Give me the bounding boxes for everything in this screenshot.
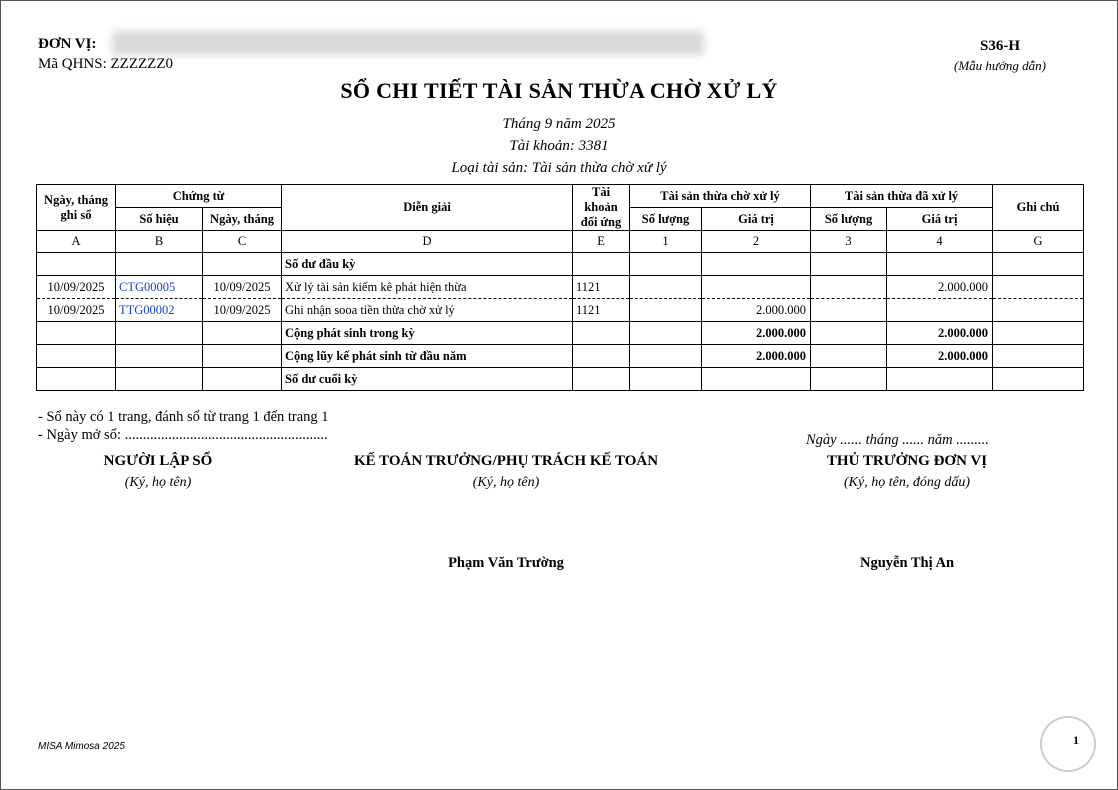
unit-label: ĐƠN VỊ:: [38, 36, 97, 52]
col-letter: B: [116, 231, 203, 253]
col-letter: G: [993, 231, 1084, 253]
voucher-link[interactable]: CTG00005: [116, 276, 203, 299]
header-pending-value: Giá trị: [702, 208, 811, 231]
header-voucher-date: Ngày, tháng: [203, 208, 282, 231]
row-voucher-date: 10/09/2025: [203, 299, 282, 322]
col-letter: A: [37, 231, 116, 253]
row-processed-value: 2.000.000: [887, 276, 993, 299]
total-period-processed: 2.000.000: [887, 322, 993, 345]
total-ytd-row: [37, 345, 1084, 368]
qhns-code: Mã QHNS: ZZZZZZ0: [38, 56, 173, 72]
header-pending: Tài sản thừa chờ xử lý: [630, 185, 811, 208]
period-line: Tháng 9 năm 2025: [502, 116, 616, 132]
header-processed-value: Giá trị: [887, 208, 993, 231]
col-letter: 3: [811, 231, 887, 253]
header-description: Diễn giải: [282, 185, 573, 231]
row-description: Xử lý tài sản kiểm kê phát hiện thừa: [282, 276, 573, 299]
form-note: (Mẫu hướng dẫn): [953, 58, 1046, 73]
row-voucher-date: 10/09/2025: [203, 276, 282, 299]
page-number: 1: [1073, 733, 1079, 747]
col-letter: 1: [630, 231, 702, 253]
row-date: 10/09/2025: [37, 276, 116, 299]
table-row: [37, 276, 1084, 299]
opening-balance-label: Số dư đầu kỳ: [282, 253, 573, 276]
row-date: 10/09/2025: [37, 299, 116, 322]
row-account: 1121: [573, 276, 630, 299]
closing-balance-row: [37, 368, 1084, 391]
form-code: S36-H: [979, 38, 1020, 54]
total-period-row: [37, 322, 1084, 345]
preparer-title: NGƯỜI LẬP SỔ: [103, 453, 213, 469]
accountant-sub: (Ký, họ tên): [472, 475, 540, 490]
row-account: 1121: [573, 299, 630, 322]
sign-date-line: Ngày ...... tháng ...... năm .........: [806, 432, 989, 448]
opening-balance-row: [37, 253, 1084, 276]
header-pending-qty: Số lượng: [630, 208, 702, 231]
redacted-unit-name: [112, 31, 704, 55]
col-letter: C: [203, 231, 282, 253]
head-sub: (Ký, họ tên, đóng dấu): [844, 475, 970, 490]
preparer-sub: (Ký, họ tên): [124, 475, 192, 490]
col-letter: E: [573, 231, 630, 253]
accountant-name: Phạm Văn Trường: [448, 555, 564, 571]
column-letters-row: [37, 231, 1084, 253]
row-pending-value: [702, 276, 811, 299]
row-pending-value: 2.000.000: [702, 299, 811, 322]
header-processed-qty: Số lượng: [811, 208, 887, 231]
asset-type-line: Loại tài sản: Tài sản thừa chờ xử lý: [451, 160, 667, 176]
account-line: Tài khoản: 3381: [509, 138, 609, 154]
row-processed-value: [887, 299, 993, 322]
header-voucher-no: Số hiệu: [116, 208, 203, 231]
header-note: Ghi chú: [993, 185, 1084, 231]
row-description: Ghi nhận sooa tiền thừa chờ xử lý: [282, 299, 573, 322]
page-count-note: - Sổ này có 1 trang, đánh số từ trang 1 đến trang 1: [38, 409, 329, 425]
col-letter: 2: [702, 231, 811, 253]
total-ytd-processed: 2.000.000: [887, 345, 993, 368]
total-ytd-pending: 2.000.000: [702, 345, 811, 368]
header-account: Tài khoản đối ứng: [573, 185, 630, 231]
closing-balance-label: Số dư cuối kỳ: [282, 368, 573, 391]
col-letter: 4: [887, 231, 993, 253]
ledger-table: [36, 184, 1084, 391]
col-letter: D: [282, 231, 573, 253]
accountant-title: KẾ TOÁN TRƯỞNG/PHỤ TRÁCH KẾ TOÁN: [353, 453, 659, 469]
table-row: [37, 299, 1084, 322]
software-footer: MISA Mimosa 2025: [38, 741, 125, 752]
head-name: Nguyễn Thị An: [859, 555, 955, 571]
total-period-pending: 2.000.000: [702, 322, 811, 345]
header-date: Ngày, tháng ghi sổ: [37, 185, 116, 231]
voucher-link[interactable]: TTG00002: [116, 299, 203, 322]
total-period-label: Cộng phát sinh trong kỳ: [282, 322, 573, 345]
open-date-note: - Ngày mở sổ: ........................................................: [38, 427, 328, 443]
head-title: THỦ TRƯỞNG ĐƠN VỊ: [826, 453, 988, 469]
header-voucher: Chứng từ: [116, 185, 282, 208]
header-processed: Tài sản thừa đã xử lý: [811, 185, 993, 208]
total-ytd-label: Cộng lũy kế phát sinh từ đầu năm: [282, 345, 573, 368]
document-title: SỔ CHI TIẾT TÀI SẢN THỪA CHỜ XỬ LÝ: [340, 78, 778, 103]
